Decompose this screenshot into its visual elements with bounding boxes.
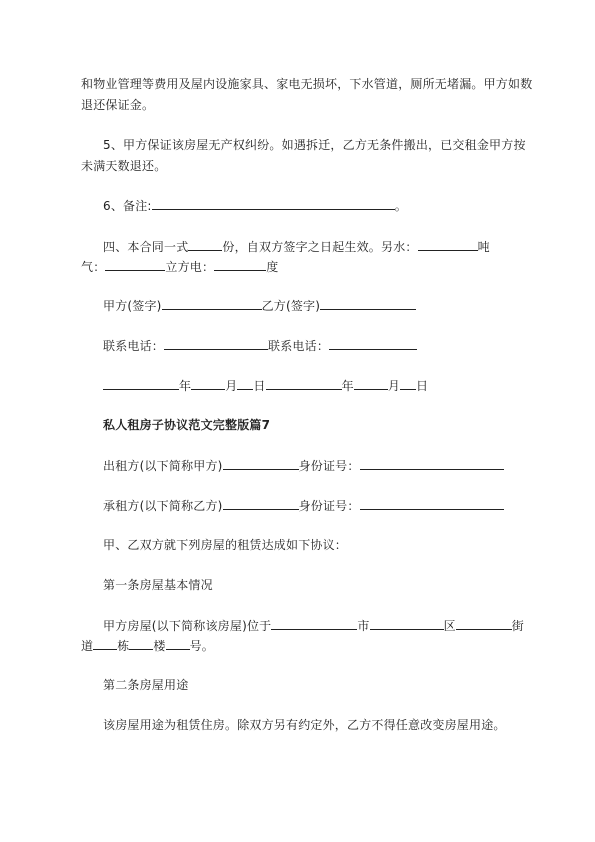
lessor-id-label: 身份证号：: [298, 459, 360, 473]
paragraph-line: 和物业管理等费用及屋内设施家具、家电无损坏，下水管道，厕所无堵漏。甲方如数: [81, 77, 533, 91]
day-label: 日: [253, 379, 266, 393]
lessee-line: [103, 498, 504, 513]
copies-blank: [188, 239, 222, 251]
lessee-id-label: 身份证号：: [298, 499, 360, 513]
year-label: 年: [179, 379, 192, 393]
party-b-signature-label: 乙方(签字): [261, 299, 321, 313]
district-blank: [370, 618, 444, 630]
article-1-title: 第一条房屋基本情况: [103, 578, 213, 592]
party-a-signature-blank: [162, 298, 262, 310]
month-blank: [191, 378, 225, 390]
article-1-line: [103, 618, 524, 633]
district-label: 区: [443, 619, 456, 633]
phone-line: [103, 338, 417, 353]
number-blank: [166, 638, 190, 650]
lessee-label: 承租方(以下简称乙方): [103, 499, 223, 513]
clause-6-remarks: [103, 198, 407, 213]
clause-5-line: 5、甲方保证该房屋无产权纠纷。如遇拆迁，乙方无条件搬出，已交租金甲方按: [103, 138, 526, 152]
location-text: 甲方房屋(以下简称该房屋)位于: [103, 619, 272, 633]
day-blank: [400, 378, 416, 390]
year-blank: [103, 378, 179, 390]
building-blank: [93, 638, 117, 650]
city-blank: [271, 618, 357, 630]
remarks-label: 6、备注:: [103, 199, 152, 213]
gas-blank: [105, 259, 165, 271]
agreement-intro: 甲、乙双方就下列房屋的租赁达成如下协议：: [103, 538, 348, 552]
city-label: 市: [357, 619, 370, 633]
number-label: 号。: [189, 639, 215, 653]
year-blank: [266, 378, 342, 390]
building-label: 栋: [117, 639, 130, 653]
day-label: 日: [416, 379, 429, 393]
year-label: 年: [341, 379, 354, 393]
article-1-line: [81, 638, 214, 653]
effect-text: 份，自双方签字之日起生效。另水：: [222, 240, 418, 254]
date-line: [103, 378, 428, 393]
signature-line: [103, 298, 416, 313]
clause-5-line: 未满天数退还。: [81, 159, 167, 173]
street-label-cont: 道: [81, 639, 94, 653]
clause-4-line: [81, 259, 278, 274]
floor-label: 楼: [153, 639, 166, 653]
month-label: 月: [387, 379, 401, 393]
article-2-text: 该房屋用途为租赁住房。除双方另有约定外，乙方不得任意改变房屋用途。: [103, 718, 506, 732]
clause-4-line: [103, 239, 490, 254]
water-blank: [418, 239, 478, 251]
paragraph-line: 退还保证金。: [81, 98, 155, 112]
lessor-label: 出租方(以下简称甲方): [103, 459, 223, 473]
floor-blank: [129, 638, 153, 650]
month-label: 月: [225, 379, 238, 393]
lessor-line: [103, 458, 504, 473]
month-blank: [354, 378, 388, 390]
electric-unit: 度: [266, 260, 279, 274]
lessee-id-blank: [360, 498, 504, 510]
street-label: 街: [511, 619, 524, 633]
gas-label: 气：: [81, 260, 106, 274]
party-a-phone-blank: [164, 338, 268, 350]
electric-blank: [214, 259, 266, 271]
remarks-blank: [152, 198, 395, 210]
lessee-name-blank: [223, 498, 299, 510]
remarks-end: 。: [394, 199, 407, 213]
party-b-phone-blank: [329, 338, 417, 350]
party-b-signature-blank: [320, 298, 416, 310]
copies-text: 四、本合同一式: [103, 240, 189, 254]
section-title: 私人租房子协议范文完整版篇7: [103, 418, 271, 432]
party-a-signature-label: 甲方(签字): [103, 299, 162, 313]
day-blank: [237, 378, 253, 390]
street-blank: [456, 618, 512, 630]
party-a-phone-label: 联系电话：: [103, 339, 165, 353]
lessor-name-blank: [223, 458, 299, 470]
lessor-id-blank: [360, 458, 504, 470]
water-unit: 吨: [477, 240, 490, 254]
electric-label: 立方电：: [165, 260, 215, 274]
party-b-phone-label: 联系电话：: [268, 339, 330, 353]
article-2-title: 第二条房屋用途: [103, 678, 189, 692]
